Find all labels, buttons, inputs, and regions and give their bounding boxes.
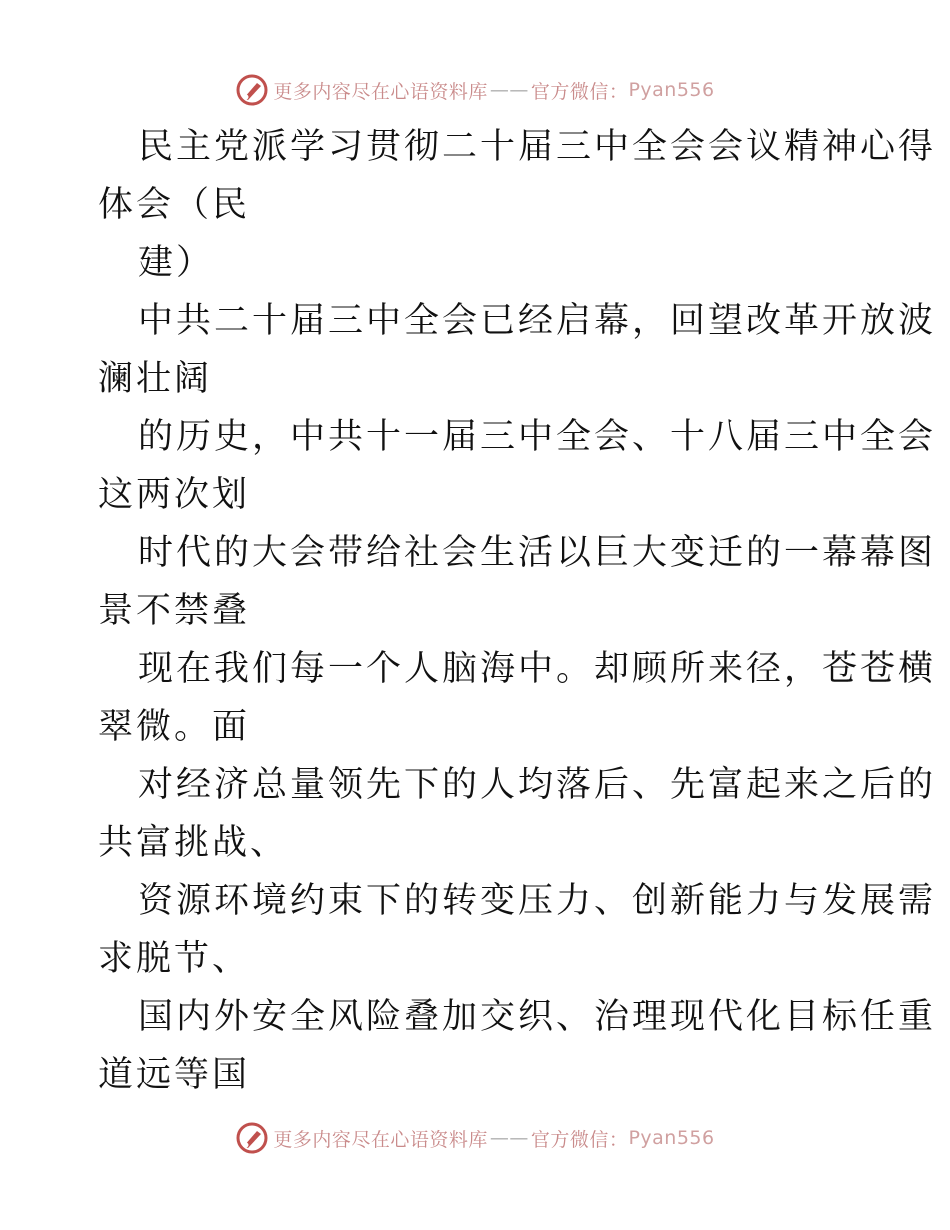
- watermark-main-text: 更多内容尽在心语资料库: [273, 1128, 488, 1151]
- text-line: 中共二十届三中全会已经启幕，回望改革开放波: [138, 301, 937, 341]
- pen-logo-icon: [235, 73, 269, 107]
- text-line: 资源环境约束下的转变压力、创新能力与发展需: [138, 881, 937, 921]
- watermark-label: 官方微信：: [530, 80, 629, 103]
- text-line: 景不禁叠: [98, 591, 251, 631]
- text-line: 澜壮阔: [98, 359, 213, 399]
- header-watermark: [0, 70, 950, 110]
- watermark-dash: ——: [489, 79, 529, 101]
- text-line: 时代的大会带给社会生活以巨大变迁的一幕幕图: [138, 533, 937, 573]
- watermark-main-text: 更多内容尽在心语资料库: [273, 80, 488, 103]
- watermark-dash: ——: [489, 1127, 529, 1149]
- text-line: 道远等国: [98, 1055, 251, 1095]
- text-line: 求脱节、: [98, 939, 251, 979]
- footer-watermark: [0, 1118, 950, 1158]
- text-line: 对经济总量领先下的人均落后、先富起来之后的: [138, 765, 937, 805]
- text-line: 国内外安全风险叠加交织、治理现代化目标任重: [138, 997, 937, 1037]
- watermark-wechat-id: Pyan556: [628, 1127, 715, 1149]
- text-line: 翠微。面: [98, 707, 251, 747]
- text-line: 共富挑战、: [98, 823, 289, 863]
- text-line: 现在我们每一个人脑海中。却顾所来径，苍苍横: [138, 649, 937, 689]
- pen-logo-icon: [235, 1121, 269, 1155]
- watermark-wechat-id: Pyan556: [628, 79, 715, 101]
- document-body: [98, 118, 937, 1104]
- text-line: 体会（民: [98, 185, 251, 225]
- text-line: 的历史，中共十一届三中全会、十八届三中全会: [138, 417, 937, 457]
- text-line: 建）: [138, 243, 215, 283]
- watermark-label: 官方微信：: [530, 1128, 629, 1151]
- text-line: 这两次划: [98, 475, 251, 515]
- text-line: 民主党派学习贯彻二十届三中全会会议精神心得: [138, 127, 937, 167]
